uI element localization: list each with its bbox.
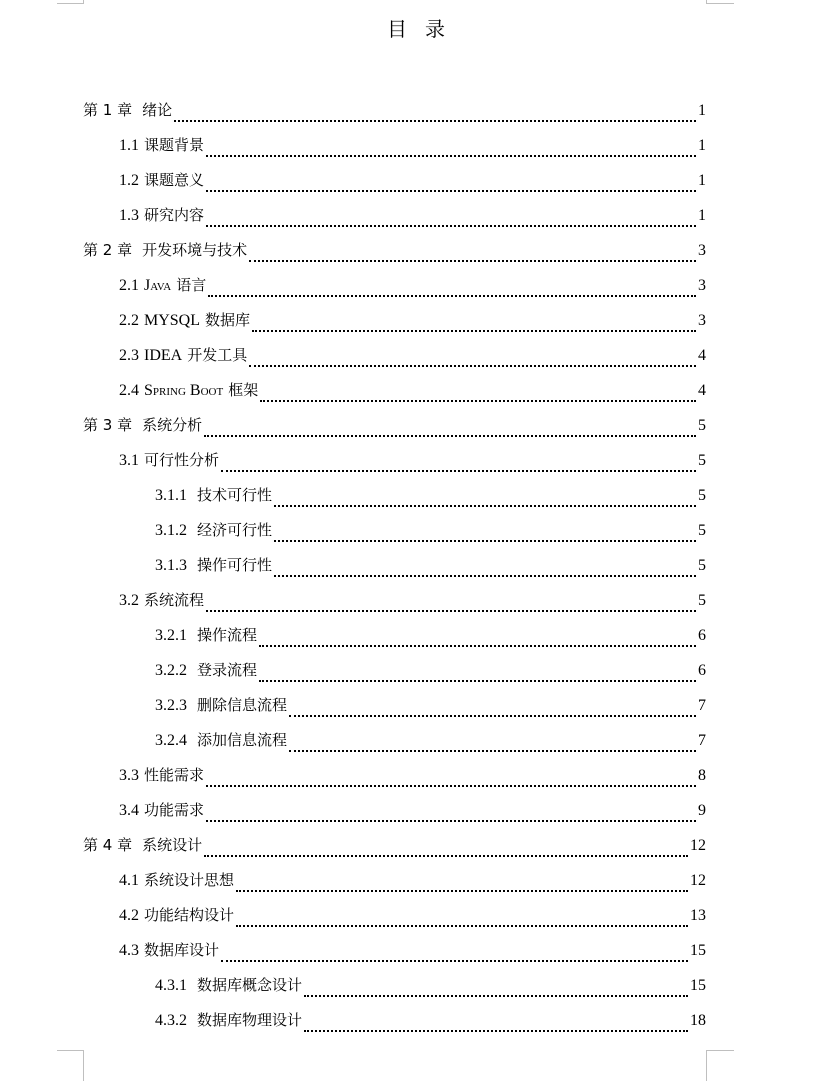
toc-entry-label: 经济可行性 xyxy=(197,521,273,539)
toc-entry-label: 研究内容 xyxy=(144,206,205,224)
toc-entry[interactable] xyxy=(83,692,706,727)
toc-entry[interactable] xyxy=(83,237,706,272)
toc-entry-label: 系统流程 xyxy=(144,591,205,609)
toc-entry-number: 2.3 xyxy=(119,347,139,364)
toc-entry-label: 操作可行性 xyxy=(197,556,273,574)
toc-entry-number: 2.4 xyxy=(119,382,139,399)
dot-leader xyxy=(289,700,696,720)
toc-entry[interactable] xyxy=(83,622,706,657)
toc-entry-number: 1.2 xyxy=(119,172,139,189)
toc-entry[interactable] xyxy=(83,517,706,552)
page-corner-mark-bottom-left xyxy=(57,1050,84,1081)
toc-entry-number: 第 1 章 xyxy=(83,101,133,119)
toc-entry[interactable] xyxy=(83,342,706,377)
toc-entry[interactable] xyxy=(83,937,706,972)
toc-entry-page-number: 9 xyxy=(698,802,706,819)
toc-entry-page-number: 12 xyxy=(690,872,706,889)
toc-entry-number: 4.3.2 xyxy=(155,1012,187,1029)
dot-leader xyxy=(252,315,696,335)
dot-leader xyxy=(204,420,696,440)
dot-leader xyxy=(206,770,696,790)
toc-entry-page-number: 5 xyxy=(698,557,706,574)
toc-entry-label: 功能结构设计 xyxy=(144,906,235,924)
toc-entry-number: 3.4 xyxy=(119,802,139,819)
toc-entry-page-number: 1 xyxy=(698,102,706,119)
toc-entry[interactable] xyxy=(83,727,706,762)
toc-entry-label: 系统设计思想 xyxy=(144,871,235,889)
dot-leader xyxy=(221,455,696,475)
toc-entry-page-number: 15 xyxy=(690,942,706,959)
toc-entry-page-number: 3 xyxy=(698,312,706,329)
dot-leader xyxy=(274,525,696,545)
toc-entry-number: 4.3 xyxy=(119,942,139,959)
toc-entry-page-number: 5 xyxy=(698,452,706,469)
toc-entry-number: 3.1.3 xyxy=(155,557,187,574)
dot-leader xyxy=(259,665,696,685)
toc-entry-page-number: 13 xyxy=(690,907,706,924)
toc-entry[interactable] xyxy=(83,202,706,237)
toc-entry-page-number: 12 xyxy=(690,837,706,854)
toc-entry-number: 4.1 xyxy=(119,872,139,889)
toc-entry-page-number: 7 xyxy=(698,732,706,749)
dot-leader xyxy=(249,350,696,370)
toc-entry[interactable] xyxy=(83,97,706,132)
toc-entry-number: 1.1 xyxy=(119,137,139,154)
table-of-contents xyxy=(83,97,706,1042)
dot-leader xyxy=(206,175,696,195)
toc-entry[interactable] xyxy=(83,132,706,167)
dot-leader xyxy=(206,595,696,615)
toc-entry-latin-label: IDEA xyxy=(144,347,183,364)
dot-leader xyxy=(236,875,688,895)
toc-entry-page-number: 3 xyxy=(698,277,706,294)
toc-entry[interactable] xyxy=(83,902,706,937)
toc-entry-number: 第 2 章 xyxy=(83,241,133,259)
toc-entry-number: 第 4 章 xyxy=(83,836,133,854)
toc-entry-label: 可行性分析 xyxy=(144,451,220,469)
toc-entry-number: 3.2.2 xyxy=(155,662,187,679)
toc-entry-page-number: 1 xyxy=(698,137,706,154)
toc-entry-page-number: 6 xyxy=(698,627,706,644)
toc-entry-number: 3.2 xyxy=(119,592,139,609)
dot-leader xyxy=(260,385,696,405)
toc-entry-number: 3.1 xyxy=(119,452,139,469)
toc-entry-number: 3.3 xyxy=(119,767,139,784)
toc-entry[interactable] xyxy=(83,1007,706,1042)
toc-entry-label: 语言 xyxy=(176,276,207,294)
toc-entry-label: 数据库设计 xyxy=(144,941,220,959)
toc-entry-number: 3.2.1 xyxy=(155,627,187,644)
toc-entry-page-number: 7 xyxy=(698,697,706,714)
toc-entry-label: 删除信息流程 xyxy=(197,696,288,714)
page-corner-mark-top-right xyxy=(706,0,734,4)
toc-entry[interactable] xyxy=(83,797,706,832)
toc-entry-label: 技术可行性 xyxy=(197,486,273,504)
toc-entry[interactable] xyxy=(83,552,706,587)
toc-entry-page-number: 4 xyxy=(698,347,706,364)
toc-entry[interactable] xyxy=(83,832,706,867)
title-char-2: 录 xyxy=(425,17,445,41)
toc-entry-latin-label: Java xyxy=(144,277,172,294)
toc-entry-page-number: 5 xyxy=(698,592,706,609)
toc-entry-label: 绪论 xyxy=(142,101,173,119)
toc-entry[interactable] xyxy=(83,867,706,902)
toc-entry[interactable] xyxy=(83,167,706,202)
title-char-1: 目 xyxy=(387,17,407,41)
toc-entry[interactable] xyxy=(83,307,706,342)
dot-leader xyxy=(289,735,696,755)
toc-entry-label: 数据库物理设计 xyxy=(197,1011,303,1029)
toc-entry[interactable] xyxy=(83,272,706,307)
toc-entry-number: 1.3 xyxy=(119,207,139,224)
dot-leader xyxy=(304,1015,688,1035)
dot-leader xyxy=(274,560,696,580)
toc-entry[interactable] xyxy=(83,377,706,412)
toc-entry-label: 性能需求 xyxy=(144,766,205,784)
dot-leader xyxy=(208,280,696,300)
dot-leader xyxy=(249,245,696,265)
toc-entry-page-number: 5 xyxy=(698,487,706,504)
dot-leader xyxy=(206,805,696,825)
toc-entry-label: 开发工具 xyxy=(187,346,248,364)
toc-entry-page-number: 8 xyxy=(698,767,706,784)
toc-entry-page-number: 18 xyxy=(690,1012,706,1029)
toc-entry-number: 2.1 xyxy=(119,277,139,294)
toc-entry-number: 3.2.4 xyxy=(155,732,187,749)
dot-leader xyxy=(174,105,696,125)
dot-leader xyxy=(204,840,688,860)
toc-entry-label: 数据库 xyxy=(205,311,251,329)
toc-entry-label: 开发环境与技术 xyxy=(142,241,248,259)
toc-entry[interactable] xyxy=(83,762,706,797)
toc-entry-page-number: 3 xyxy=(698,242,706,259)
toc-entry-number: 3.1.1 xyxy=(155,487,187,504)
toc-entry-label: 添加信息流程 xyxy=(197,731,288,749)
toc-entry-page-number: 1 xyxy=(698,172,706,189)
toc-entry-label: 框架 xyxy=(228,381,259,399)
page-corner-mark-bottom-right xyxy=(706,1050,734,1081)
toc-entry-number: 第 3 章 xyxy=(83,416,133,434)
dot-leader xyxy=(221,945,688,965)
dot-leader xyxy=(236,910,688,930)
toc-entry-number: 2.2 xyxy=(119,312,139,329)
toc-entry-label: 登录流程 xyxy=(197,661,258,679)
page-title xyxy=(0,14,832,44)
toc-entry-page-number: 5 xyxy=(698,522,706,539)
dot-leader xyxy=(206,210,696,230)
toc-entry-latin-label: MYSQL xyxy=(144,312,201,329)
page-corner-mark-top-left xyxy=(57,0,84,4)
toc-entry-page-number: 5 xyxy=(698,417,706,434)
toc-entry-page-number: 4 xyxy=(698,382,706,399)
toc-entry-number: 3.2.3 xyxy=(155,697,187,714)
toc-entry[interactable] xyxy=(83,412,706,447)
toc-entry[interactable] xyxy=(83,972,706,1007)
dot-leader xyxy=(259,630,696,650)
toc-entry-label: 系统设计 xyxy=(142,836,203,854)
toc-entry-page-number: 1 xyxy=(698,207,706,224)
toc-entry-number: 4.3.1 xyxy=(155,977,187,994)
toc-entry-number: 3.1.2 xyxy=(155,522,187,539)
dot-leader xyxy=(274,490,696,510)
toc-entry-label: 课题意义 xyxy=(144,171,205,189)
toc-entry[interactable] xyxy=(83,447,706,482)
toc-entry[interactable] xyxy=(83,657,706,692)
toc-entry[interactable] xyxy=(83,587,706,622)
toc-entry-page-number: 15 xyxy=(690,977,706,994)
toc-entry-number: 4.2 xyxy=(119,907,139,924)
toc-entry-label: 功能需求 xyxy=(144,801,205,819)
toc-entry-label: 系统分析 xyxy=(142,416,203,434)
toc-entry-latin-label: Spring Boot xyxy=(144,382,224,399)
toc-entry-label: 课题背景 xyxy=(144,136,205,154)
toc-entry-page-number: 6 xyxy=(698,662,706,679)
toc-entry-label: 操作流程 xyxy=(197,626,258,644)
dot-leader xyxy=(206,140,696,160)
toc-entry-label: 数据库概念设计 xyxy=(197,976,303,994)
toc-entry[interactable] xyxy=(83,482,706,517)
dot-leader xyxy=(304,980,688,1000)
